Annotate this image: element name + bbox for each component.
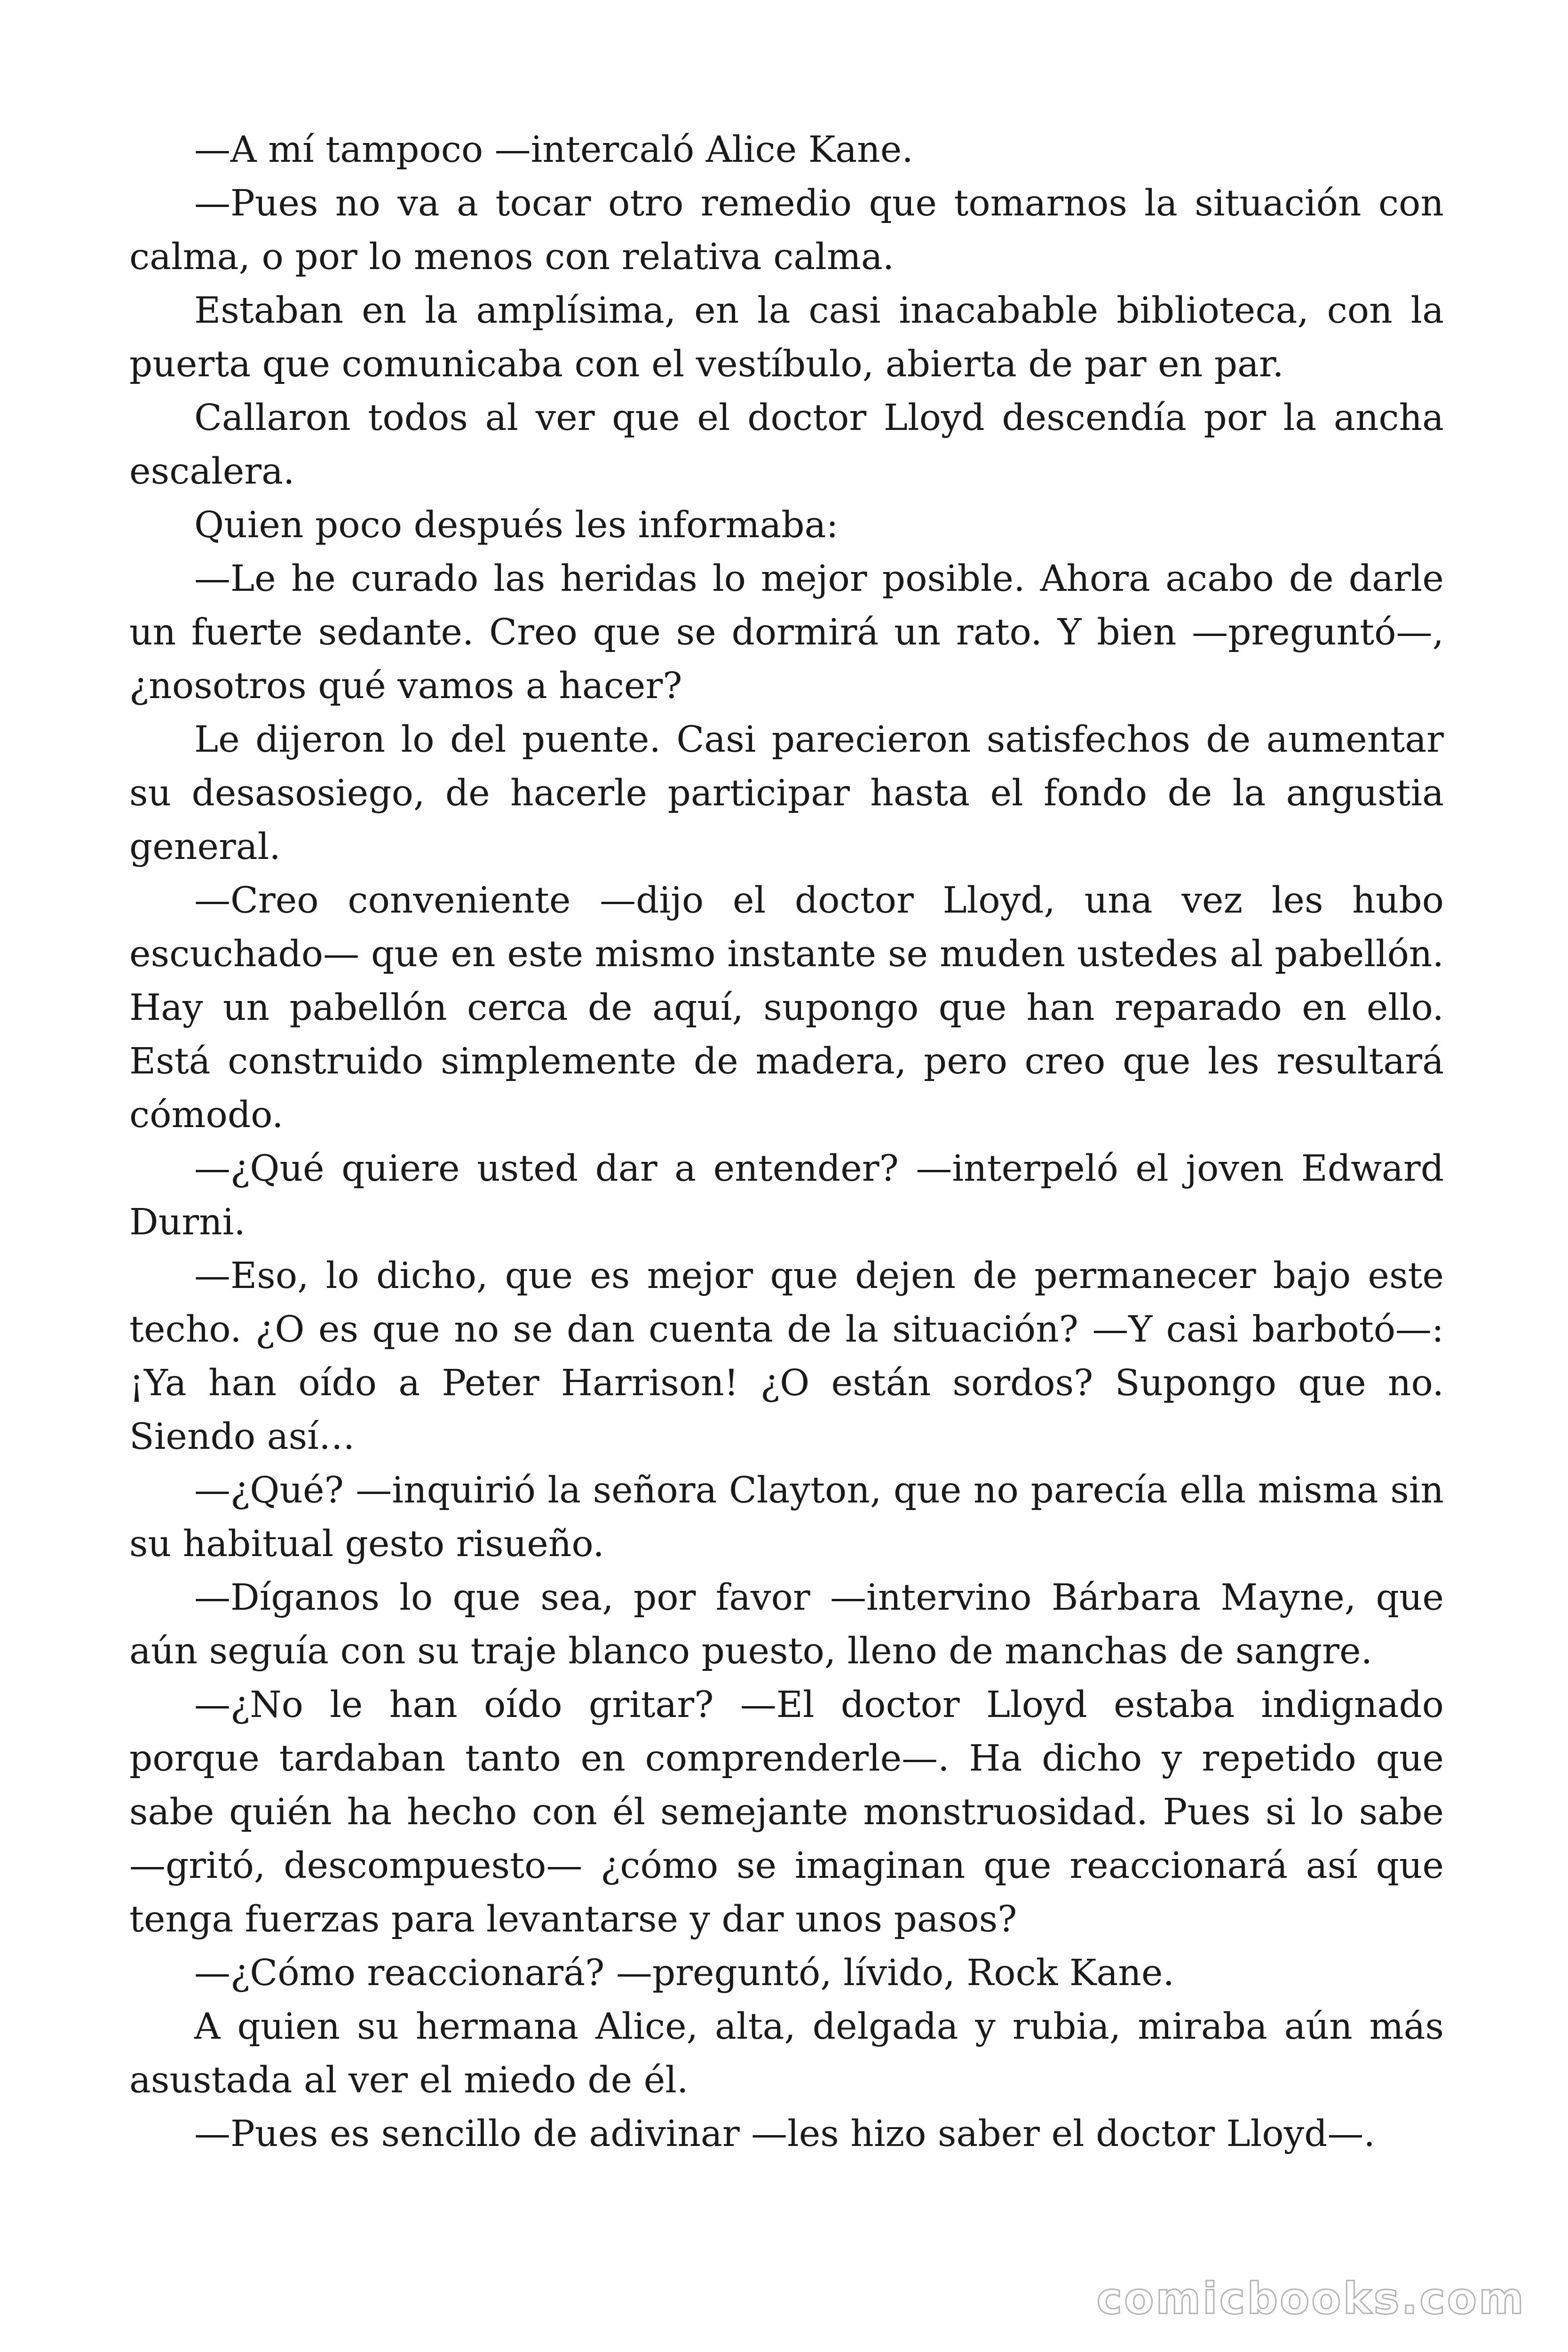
paragraph: —¿Qué quiere usted dar a entender? —interpeló el joven Edward Durni. (129, 1148, 1444, 1243)
paragraph: —A mí tampoco —intercaló Alice Kane. (194, 129, 913, 171)
paragraph: —Díganos lo que sea, por favor —intervino Bárbara Mayne, que aún seguía con su traje blanco puesto, lleno de manchas de sangre. (129, 1577, 1444, 1672)
page-body (129, 123, 1444, 2161)
paragraph: A quien su hermana Alice, alta, delgada y rubia, miraba aún más asustada al ver el miedo de él. (129, 2006, 1444, 2101)
paragraph: Callaron todos al ver que el doctor Lloyd descendía por la ancha escalera. (129, 397, 1444, 493)
paragraph: —¿Qué? —inquirió la señora Clayton, que no parecía ella misma sin su habitual gesto risueño. (129, 1470, 1444, 1565)
paragraph: —Le he curado las heridas lo mejor posible. Ahora acabo de darle un fuerte sedante. Creo que se dormirá un rato. Y bien —preguntó—, ¿nosotros qué vamos a hacer? (129, 558, 1444, 707)
paragraph: —Eso, lo dicho, que es mejor que dejen de permanecer bajo este techo. ¿O es que no se dan cuenta de la situación? —Y casi barbotó—: ¡Ya han oído a Peter Harrison! ¿O están sordos? Supongo que no. Siendo así… (129, 1255, 1444, 1458)
paragraph: Quien poco después les informaba: (194, 504, 839, 546)
paragraph: —Pues es sencillo de adivinar —les hizo saber el doctor Lloyd—. (194, 2113, 1375, 2155)
watermark: comicbooks.com (1096, 2273, 1526, 2324)
paragraph: —¿Cómo reaccionará? —preguntó, lívido, Rock Kane. (194, 1952, 1174, 1994)
paragraph: —¿No le han oído gritar? —El doctor Lloyd estaba indignado porque tardaban tanto en comprenderle—. Ha dicho y repetido que sabe quién ha hecho con él semejante monstruosidad. Pues si lo sabe —gritó, descompuesto— ¿cómo se imaginan que reaccionará así que tenga fuerzas para levantarse y dar unos pasos? (129, 1684, 1444, 1940)
paragraph: —Creo conveniente —dijo el doctor Lloyd, una vez les hubo escuchado— que en este mismo instante se muden ustedes al pabellón. Hay un pabellón cerca de aquí, supongo que han reparado en ello. Está construido simplemente de madera, pero creo que les resultará cómodo. (129, 880, 1444, 1136)
paragraph: Le dijeron lo del puente. Casi parecieron satisfechos de aumentar su desasosiego, de hacerle participar hasta el fondo de la angustia general. (129, 719, 1444, 868)
paragraph: Estaban en la amplísima, en la casi inacabable biblioteca, con la puerta que comunicaba con el vestíbulo, abierta de par en par. (129, 290, 1444, 385)
paragraph: —Pues no va a tocar otro remedio que tomarnos la situación con calma, o por lo menos con relativa calma. (129, 183, 1444, 278)
